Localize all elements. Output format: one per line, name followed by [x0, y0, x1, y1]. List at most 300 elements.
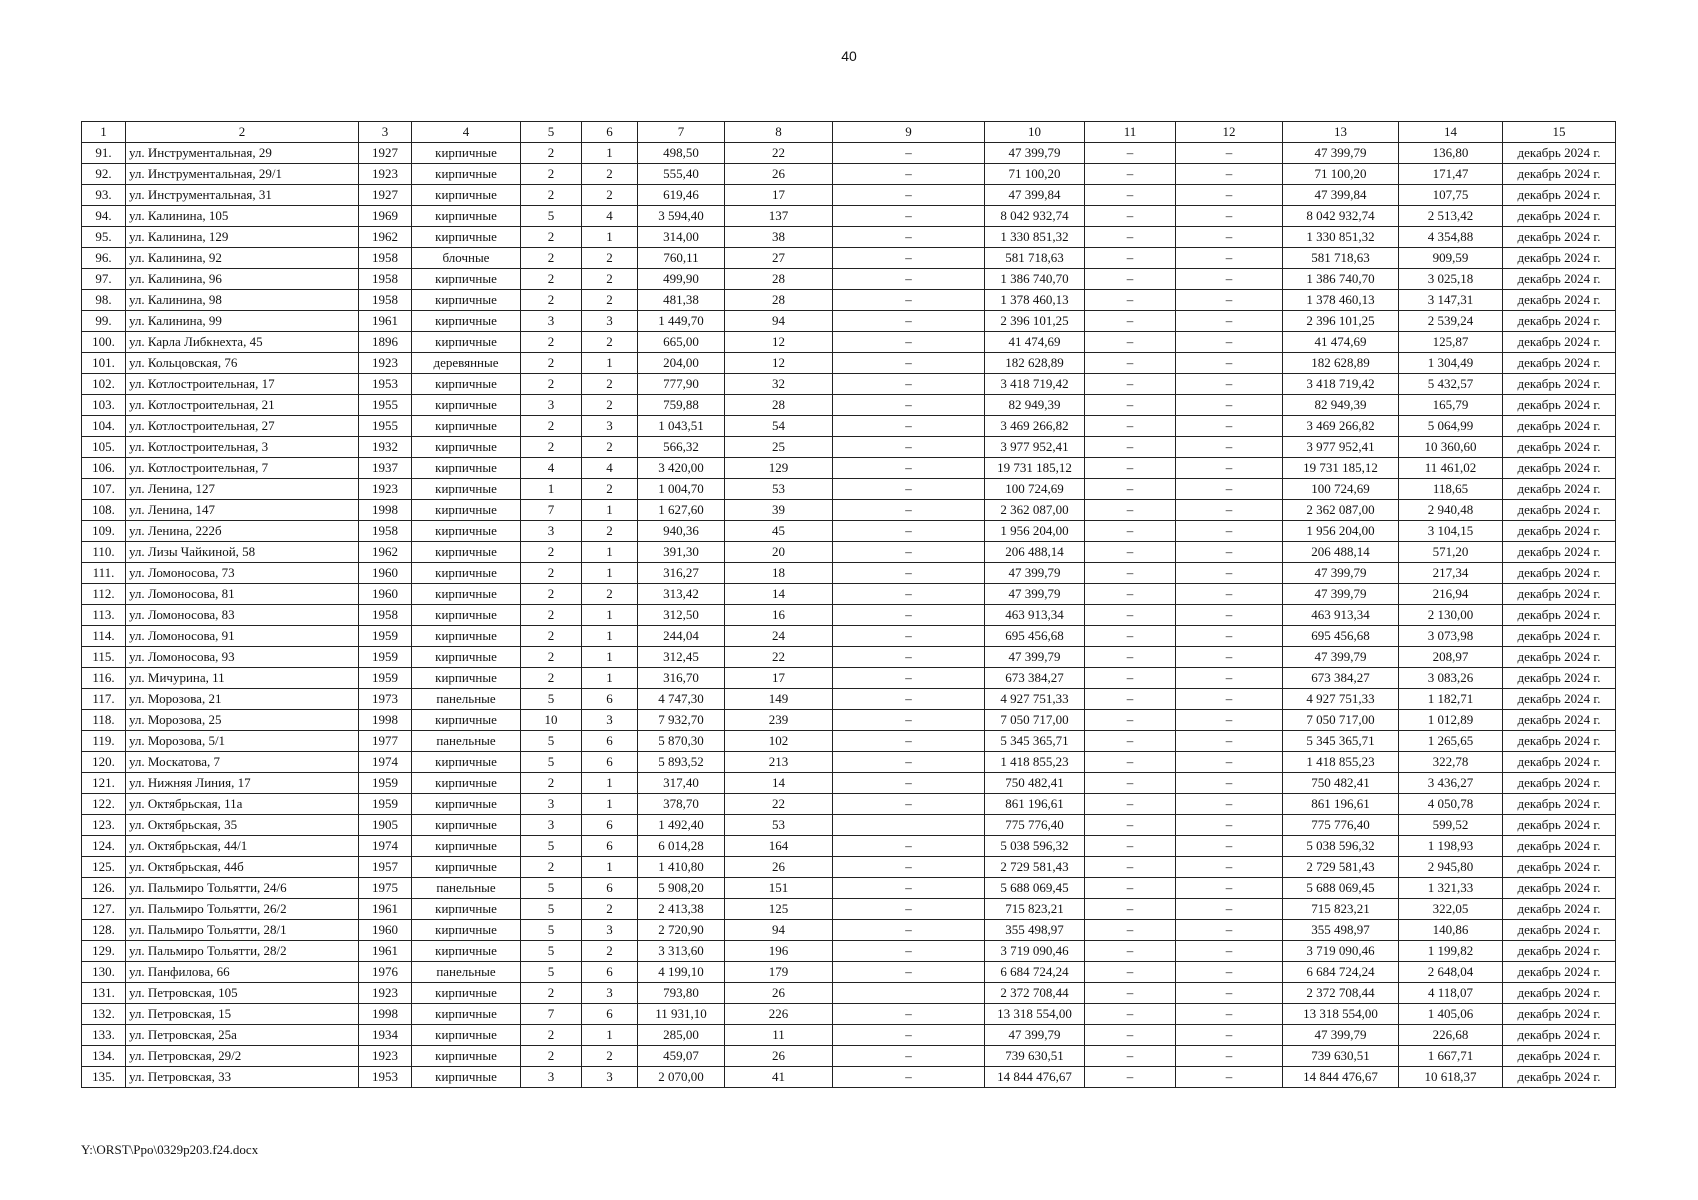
table-cell: декабрь 2024 г. — [1503, 1067, 1616, 1088]
table-cell: 1 — [582, 773, 638, 794]
table-cell: 1955 — [359, 395, 412, 416]
column-header: 14 — [1399, 122, 1503, 143]
table-cell: 2 729 581,43 — [985, 857, 1085, 878]
table-cell: – — [1085, 479, 1176, 500]
table-cell: 4 050,78 — [1399, 794, 1503, 815]
table-cell: кирпичные — [412, 521, 521, 542]
table-cell: 1960 — [359, 920, 412, 941]
table-cell: 1 304,49 — [1399, 353, 1503, 374]
table-cell: ул. Ленина, 127 — [126, 479, 359, 500]
table-cell: кирпичные — [412, 416, 521, 437]
table-cell: 2 — [521, 227, 582, 248]
table-cell: 1 — [582, 563, 638, 584]
table-cell: декабрь 2024 г. — [1503, 164, 1616, 185]
table-cell: 1 199,82 — [1399, 941, 1503, 962]
table-cell: кирпичные — [412, 542, 521, 563]
table-cell: 750 482,41 — [985, 773, 1085, 794]
table-cell: 3 — [582, 983, 638, 1004]
table-cell: – — [833, 164, 985, 185]
table-cell: 1 004,70 — [638, 479, 725, 500]
table-cell: 217,34 — [1399, 563, 1503, 584]
table-cell: – — [1085, 752, 1176, 773]
table-cell: – — [1085, 773, 1176, 794]
table-cell: 1937 — [359, 458, 412, 479]
table-cell: 14 — [725, 584, 833, 605]
table-cell: 481,38 — [638, 290, 725, 311]
table-cell: 1969 — [359, 206, 412, 227]
table-cell: 127. — [82, 899, 126, 920]
table-cell: – — [833, 962, 985, 983]
table-cell: 137 — [725, 206, 833, 227]
table-cell: – — [833, 605, 985, 626]
table-cell: 6 684 724,24 — [985, 962, 1085, 983]
table-cell: ул. Калинина, 98 — [126, 290, 359, 311]
table-cell: 2 — [521, 437, 582, 458]
table-cell: ул. Октябрьская, 35 — [126, 815, 359, 836]
table-cell: декабрь 2024 г. — [1503, 836, 1616, 857]
table-cell: 5 345 365,71 — [985, 731, 1085, 752]
table-cell: 2 — [521, 647, 582, 668]
table-cell: 1 956 204,00 — [985, 521, 1085, 542]
table-cell: 182 628,89 — [1283, 353, 1399, 374]
table-cell: 5 — [521, 689, 582, 710]
table-row — [82, 1046, 1616, 1067]
table-cell: кирпичные — [412, 563, 521, 584]
table-cell: ул. Калинина, 99 — [126, 311, 359, 332]
table-cell: декабрь 2024 г. — [1503, 920, 1616, 941]
table-row — [82, 458, 1616, 479]
table-cell: 149 — [725, 689, 833, 710]
table-cell: 1 182,71 — [1399, 689, 1503, 710]
table-cell: 24 — [725, 626, 833, 647]
table-cell: – — [833, 416, 985, 437]
table-cell: ул. Ломоносова, 93 — [126, 647, 359, 668]
table-row — [82, 227, 1616, 248]
table-cell: 285,00 — [638, 1025, 725, 1046]
table-cell: – — [1176, 269, 1283, 290]
table-cell: 2 — [521, 773, 582, 794]
table-cell: – — [833, 353, 985, 374]
table-cell: – — [1085, 185, 1176, 206]
table-cell: 3 418 719,42 — [985, 374, 1085, 395]
table-cell: – — [1176, 836, 1283, 857]
page-number: 40 — [841, 48, 857, 64]
table-cell: 7 932,70 — [638, 710, 725, 731]
table-cell: декабрь 2024 г. — [1503, 647, 1616, 668]
table-cell: – — [1085, 584, 1176, 605]
table-cell: 4 199,10 — [638, 962, 725, 983]
table-cell: 6 — [582, 962, 638, 983]
table-row — [82, 1025, 1616, 1046]
table-cell: – — [833, 941, 985, 962]
table-cell: 2 945,80 — [1399, 857, 1503, 878]
table-cell: 2 372 708,44 — [985, 983, 1085, 1004]
table-cell: – — [833, 206, 985, 227]
table-cell: – — [833, 710, 985, 731]
table-cell: – — [833, 542, 985, 563]
table-cell: 463 913,34 — [1283, 605, 1399, 626]
table-cell: декабрь 2024 г. — [1503, 962, 1616, 983]
table-cell: декабрь 2024 г. — [1503, 542, 1616, 563]
table-cell: – — [1176, 584, 1283, 605]
table-cell: – — [833, 437, 985, 458]
table-cell: – — [1176, 962, 1283, 983]
table-cell: декабрь 2024 г. — [1503, 227, 1616, 248]
table-cell: – — [833, 500, 985, 521]
table-cell: – — [833, 1004, 985, 1025]
table-cell: – — [1085, 668, 1176, 689]
table-cell: ул. Петровская, 29/2 — [126, 1046, 359, 1067]
table-cell: 3 — [521, 311, 582, 332]
table-cell: 123. — [82, 815, 126, 836]
table-cell: 4 118,07 — [1399, 983, 1503, 1004]
table-cell: – — [1085, 899, 1176, 920]
table-cell: 96. — [82, 248, 126, 269]
table-cell: 5 — [521, 962, 582, 983]
table-cell: 5 — [521, 206, 582, 227]
table-cell: 5 — [521, 836, 582, 857]
table-cell: 92. — [82, 164, 126, 185]
table-cell: – — [1085, 353, 1176, 374]
table-cell: 136,80 — [1399, 143, 1503, 164]
table-cell: 1927 — [359, 143, 412, 164]
table-cell: – — [833, 374, 985, 395]
table-cell: кирпичные — [412, 143, 521, 164]
table-cell: 2 — [521, 584, 582, 605]
table-cell: 566,32 — [638, 437, 725, 458]
table-cell: 1896 — [359, 332, 412, 353]
table-cell: 53 — [725, 815, 833, 836]
table-cell: кирпичные — [412, 605, 521, 626]
table-cell: – — [1176, 353, 1283, 374]
table-row — [82, 521, 1616, 542]
table-cell: 122. — [82, 794, 126, 815]
table-cell: 82 949,39 — [985, 395, 1085, 416]
table-cell: – — [833, 185, 985, 206]
table-cell: 1 418 855,23 — [1283, 752, 1399, 773]
table-cell: – — [1176, 983, 1283, 1004]
table-cell: – — [1176, 689, 1283, 710]
table-row — [82, 290, 1616, 311]
table-cell: – — [1085, 857, 1176, 878]
table-cell: 20 — [725, 542, 833, 563]
table-row — [82, 1067, 1616, 1088]
table-cell: 581 718,63 — [985, 248, 1085, 269]
table-cell: 1923 — [359, 353, 412, 374]
table-cell: 1 378 460,13 — [1283, 290, 1399, 311]
table-cell: – — [833, 479, 985, 500]
table-cell: 119. — [82, 731, 126, 752]
table-cell: – — [1085, 1046, 1176, 1067]
table-cell: 2 — [582, 1046, 638, 1067]
table-cell: 4 — [582, 458, 638, 479]
table-cell: 13 318 554,00 — [1283, 1004, 1399, 1025]
table-cell: – — [1085, 416, 1176, 437]
table-cell: – — [1176, 1046, 1283, 1067]
table-row — [82, 542, 1616, 563]
table-cell: 4 927 751,33 — [1283, 689, 1399, 710]
table-cell: 750 482,41 — [1283, 773, 1399, 794]
table-cell: 312,50 — [638, 605, 725, 626]
table-cell: 2 — [521, 353, 582, 374]
table-cell: 5 — [521, 752, 582, 773]
table-cell: деревянные — [412, 353, 521, 374]
table-cell: кирпичные — [412, 773, 521, 794]
table-cell: 7 — [521, 500, 582, 521]
table-cell: 5 — [521, 731, 582, 752]
table-cell: 2 396 101,25 — [985, 311, 1085, 332]
table-cell: 5 038 596,32 — [1283, 836, 1399, 857]
table-cell: декабрь 2024 г. — [1503, 752, 1616, 773]
table-cell: кирпичные — [412, 1067, 521, 1088]
table-cell: кирпичные — [412, 584, 521, 605]
table-cell: 213 — [725, 752, 833, 773]
table-row — [82, 332, 1616, 353]
table-cell: – — [833, 647, 985, 668]
table-cell: 208,97 — [1399, 647, 1503, 668]
table-cell: – — [1085, 395, 1176, 416]
table-cell: 1923 — [359, 164, 412, 185]
table-cell: 47 399,79 — [1283, 647, 1399, 668]
table-cell: – — [1085, 269, 1176, 290]
table-cell: 3 — [582, 311, 638, 332]
table-cell: – — [1085, 836, 1176, 857]
table-cell: – — [1176, 290, 1283, 311]
table-cell: – — [833, 794, 985, 815]
table-row — [82, 164, 1616, 185]
table-cell: декабрь 2024 г. — [1503, 731, 1616, 752]
table-cell: декабрь 2024 г. — [1503, 563, 1616, 584]
table-cell: декабрь 2024 г. — [1503, 1025, 1616, 1046]
table-cell: ул. Котлостроительная, 21 — [126, 395, 359, 416]
table-cell: 26 — [725, 1046, 833, 1067]
table-cell: 1953 — [359, 1067, 412, 1088]
table-cell: 1 — [582, 626, 638, 647]
table-cell: 17 — [725, 668, 833, 689]
table-row — [82, 626, 1616, 647]
table-cell: – — [1176, 731, 1283, 752]
table-cell: – — [1176, 878, 1283, 899]
table-cell: 4 354,88 — [1399, 227, 1503, 248]
table-cell: 114. — [82, 626, 126, 647]
table-cell: 1923 — [359, 1046, 412, 1067]
table-cell: – — [1085, 437, 1176, 458]
column-header: 8 — [725, 122, 833, 143]
table-cell: – — [1176, 668, 1283, 689]
table-cell: 3 025,18 — [1399, 269, 1503, 290]
table-cell: 2 362 087,00 — [1283, 500, 1399, 521]
table-cell: 7 — [521, 1004, 582, 1025]
table-cell: 118,65 — [1399, 479, 1503, 500]
table-cell: – — [1085, 227, 1176, 248]
table-cell: 28 — [725, 395, 833, 416]
table-cell: 45 — [725, 521, 833, 542]
table-row — [82, 374, 1616, 395]
table-cell: 129 — [725, 458, 833, 479]
table-cell: 1953 — [359, 374, 412, 395]
table-cell: – — [1085, 374, 1176, 395]
table-cell: 2 — [521, 248, 582, 269]
table-row — [82, 689, 1616, 710]
table-cell: 6 684 724,24 — [1283, 962, 1399, 983]
table-cell: 775 776,40 — [1283, 815, 1399, 836]
table-cell: 118. — [82, 710, 126, 731]
table-cell: 2 — [521, 416, 582, 437]
table-cell: 2 — [582, 185, 638, 206]
table-cell: ул. Ленина, 222б — [126, 521, 359, 542]
table-cell: – — [833, 290, 985, 311]
table-cell: 107,75 — [1399, 185, 1503, 206]
table-cell: 10 — [521, 710, 582, 731]
table-cell: кирпичные — [412, 437, 521, 458]
table-row — [82, 269, 1616, 290]
table-cell: – — [833, 395, 985, 416]
table-cell: 6 — [582, 836, 638, 857]
table-cell: – — [1176, 479, 1283, 500]
table-cell: ул. Котлостроительная, 7 — [126, 458, 359, 479]
table-cell: ул. Калинина, 92 — [126, 248, 359, 269]
table-cell: панельные — [412, 962, 521, 983]
table-cell: 151 — [725, 878, 833, 899]
table-cell: 164 — [725, 836, 833, 857]
table-cell: 98. — [82, 290, 126, 311]
table-cell: кирпичные — [412, 794, 521, 815]
table-cell: 1905 — [359, 815, 412, 836]
table-cell: 1 — [582, 500, 638, 521]
table-cell: 22 — [725, 647, 833, 668]
table-cell: 11 461,02 — [1399, 458, 1503, 479]
table-cell: кирпичные — [412, 899, 521, 920]
table-cell: 12 — [725, 353, 833, 374]
table-cell: 3 469 266,82 — [985, 416, 1085, 437]
table-cell: 6 — [582, 731, 638, 752]
table-cell: ул. Петровская, 15 — [126, 1004, 359, 1025]
column-header: 15 — [1503, 122, 1616, 143]
table-cell: 14 844 476,67 — [985, 1067, 1085, 1088]
table-cell: декабрь 2024 г. — [1503, 584, 1616, 605]
table-cell: декабрь 2024 г. — [1503, 437, 1616, 458]
table-cell: декабрь 2024 г. — [1503, 983, 1616, 1004]
table-cell: – — [1176, 773, 1283, 794]
table-cell: 27 — [725, 248, 833, 269]
table-cell: 2 413,38 — [638, 899, 725, 920]
table-cell: ул. Морозова, 5/1 — [126, 731, 359, 752]
table-cell: 1 — [521, 479, 582, 500]
table-cell: 355 498,97 — [985, 920, 1085, 941]
table-cell: 3 083,26 — [1399, 668, 1503, 689]
table-cell: 226 — [725, 1004, 833, 1025]
table-cell: 22 — [725, 143, 833, 164]
table-cell: декабрь 2024 г. — [1503, 311, 1616, 332]
table-cell: 1 — [582, 605, 638, 626]
table-cell: – — [1176, 542, 1283, 563]
table-cell: – — [833, 668, 985, 689]
table-row — [82, 878, 1616, 899]
table-cell: 1974 — [359, 752, 412, 773]
table-cell: – — [833, 1025, 985, 1046]
table-cell: 2 — [521, 983, 582, 1004]
table-cell: 314,00 — [638, 227, 725, 248]
table-cell: 94 — [725, 311, 833, 332]
table-cell: 5 893,52 — [638, 752, 725, 773]
table-cell: 39 — [725, 500, 833, 521]
table-cell: ул. Октябрьская, 11а — [126, 794, 359, 815]
table-cell: – — [1176, 206, 1283, 227]
table-cell: 128. — [82, 920, 126, 941]
table-cell: – — [833, 773, 985, 794]
table-cell: кирпичные — [412, 920, 521, 941]
table-cell: 6 — [582, 752, 638, 773]
table-cell: ул. Калинина, 96 — [126, 269, 359, 290]
table-cell: ул. Морозова, 25 — [126, 710, 359, 731]
table-cell: – — [833, 689, 985, 710]
table-cell: 38 — [725, 227, 833, 248]
table-cell: декабрь 2024 г. — [1503, 353, 1616, 374]
table-cell: кирпичные — [412, 395, 521, 416]
table-cell: кирпичные — [412, 374, 521, 395]
table-cell: 2 513,42 — [1399, 206, 1503, 227]
table-cell: 125,87 — [1399, 332, 1503, 353]
table-cell: 619,46 — [638, 185, 725, 206]
table-cell: 1959 — [359, 647, 412, 668]
table-cell: – — [1085, 164, 1176, 185]
table-cell: 10 618,37 — [1399, 1067, 1503, 1088]
table-cell: 109. — [82, 521, 126, 542]
table-cell: – — [1176, 857, 1283, 878]
table-cell: 47 399,79 — [985, 647, 1085, 668]
table-cell — [833, 815, 985, 836]
table-cell: 1 956 204,00 — [1283, 521, 1399, 542]
column-header: 6 — [582, 122, 638, 143]
table-cell: – — [833, 143, 985, 164]
table-cell: 2 396 101,25 — [1283, 311, 1399, 332]
table-row — [82, 899, 1616, 920]
table-cell: 165,79 — [1399, 395, 1503, 416]
table-cell: 41 — [725, 1067, 833, 1088]
table-cell: 1958 — [359, 605, 412, 626]
table-cell: 16 — [725, 605, 833, 626]
table-cell: – — [833, 731, 985, 752]
table-cell: 2 372 708,44 — [1283, 983, 1399, 1004]
table-cell: – — [833, 626, 985, 647]
table-cell: блочные — [412, 248, 521, 269]
table-cell: 1977 — [359, 731, 412, 752]
table-cell: ул. Котлостроительная, 17 — [126, 374, 359, 395]
table-cell: – — [1176, 248, 1283, 269]
table-cell: – — [833, 857, 985, 878]
table-cell: 3 977 952,41 — [985, 437, 1085, 458]
table-cell: – — [833, 1067, 985, 1088]
table-cell: 316,70 — [638, 668, 725, 689]
table-cell: 26 — [725, 857, 833, 878]
table-cell: 239 — [725, 710, 833, 731]
table-cell: 1 — [582, 857, 638, 878]
table-cell: декабрь 2024 г. — [1503, 185, 1616, 206]
table-cell: 179 — [725, 962, 833, 983]
table-cell: кирпичные — [412, 668, 521, 689]
table-row — [82, 584, 1616, 605]
table-cell: декабрь 2024 г. — [1503, 374, 1616, 395]
table-cell: 1 265,65 — [1399, 731, 1503, 752]
table-cell: ул. Ленина, 147 — [126, 500, 359, 521]
table-cell: 28 — [725, 269, 833, 290]
table-cell: ул. Пальмиро Тольятти, 28/2 — [126, 941, 359, 962]
table-cell: 3 719 090,46 — [985, 941, 1085, 962]
table-cell: 1959 — [359, 668, 412, 689]
table-cell: 4 747,30 — [638, 689, 725, 710]
table-cell: 53 — [725, 479, 833, 500]
table-cell: 2 — [521, 626, 582, 647]
